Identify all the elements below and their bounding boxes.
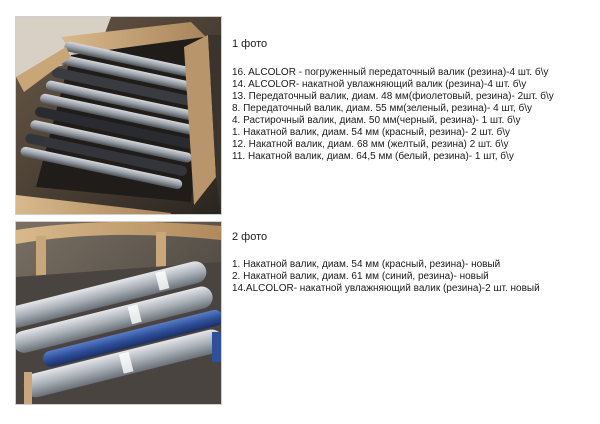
photo-1-crate-of-used-rollers: [15, 16, 222, 215]
list-item: 12. Накатной валик, диам. 68 мм (желтый, резина) 2 шт. б\у: [232, 139, 509, 150]
list-item: 13. Передаточный валик, диам. 48 мм(фиолетовый, резина)- 2шт. б\у: [232, 91, 554, 102]
list-item: 1. Накатной валик, диам. 54 мм (красный, резина)- 2 шт. б\у: [232, 127, 510, 138]
photo-2-new-rollers: [15, 221, 222, 405]
photo-1-label: 1 фото: [232, 38, 268, 50]
photo-1-item-list: [232, 67, 592, 163]
list-item: 16. ALCOLOR - погруженный передаточный валик (резина)-4 шт. б\у: [232, 67, 549, 78]
photo-2-item-list: [232, 259, 592, 295]
photo-2-description: [232, 231, 592, 295]
photo-2-image: [16, 222, 221, 404]
list-item: 1. Накатной валик, диам. 54 мм (красный, резина)- новый: [232, 259, 501, 270]
list-item: 2. Накатной валик, диам. 61 мм (синий, резина)- новый: [232, 271, 489, 282]
photo-2-label: 2 фото: [232, 231, 268, 243]
list-item: 8. Передаточный валик, диам. 55 мм(зеленый, резина)- 4 шт, б\у: [232, 103, 532, 114]
list-item: 11. Накатной валик, диам. 64,5 мм (белый, резина)- 1 шт, б\у: [232, 151, 514, 162]
list-item: 14.ALCOLOR- накатной увлажняющий валик (резина)-2 шт. новый: [232, 283, 540, 294]
photo-1-description: [232, 38, 592, 163]
list-item: 14. ALCOLOR- накатной увлажняющий валик (резина)-4 шт. б\у: [232, 79, 527, 90]
list-item: 4. Растирочный валик, диам. 50 мм(черный, резина)- 1 шт. б\у: [232, 115, 521, 126]
photo-1-image: [16, 17, 221, 214]
